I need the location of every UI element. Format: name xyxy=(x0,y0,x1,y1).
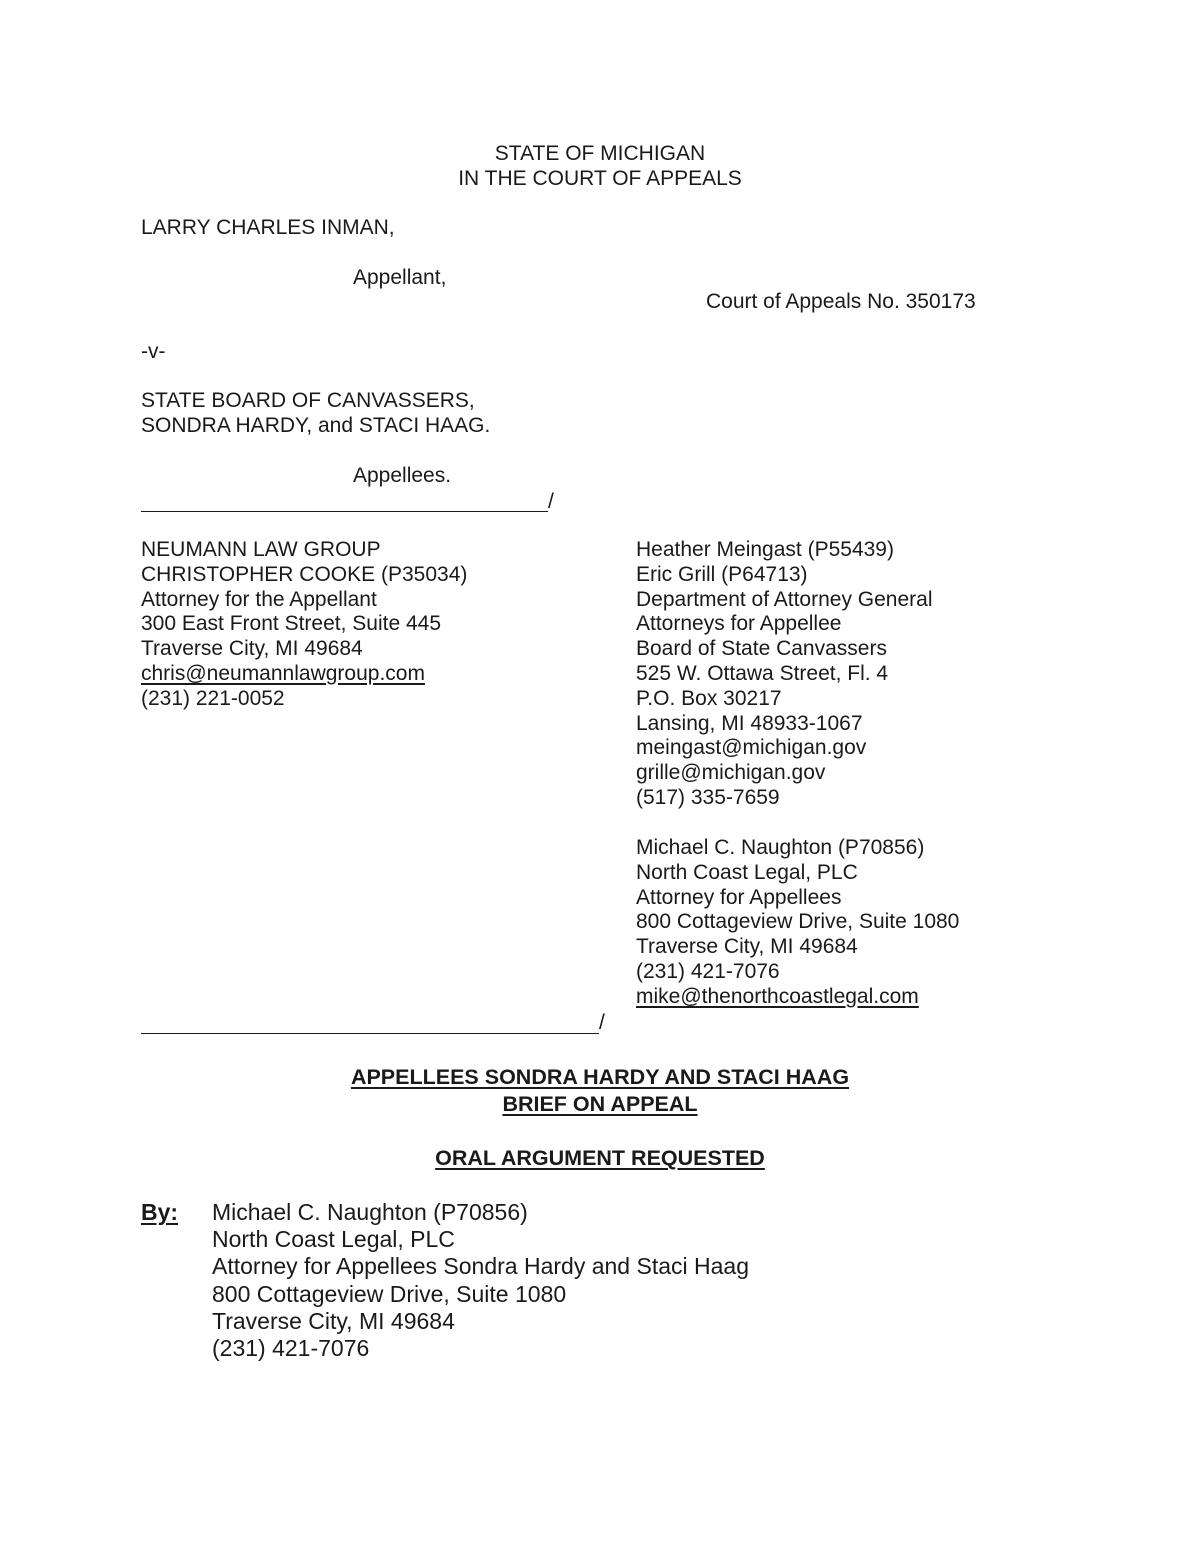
counsel-right-ncl-line: North Coast Legal, PLC xyxy=(636,860,858,884)
oral-argument-heading: ORAL ARGUMENT REQUESTED xyxy=(435,1146,765,1170)
counsel-left-line: Attorney for the Appellant xyxy=(141,587,377,611)
case-number: Court of Appeals No. 350173 xyxy=(706,290,976,313)
counsel-right-ag-line: Department of Attorney General xyxy=(636,587,933,611)
counsel-right-ag-line: P.O. Box 30217 xyxy=(636,686,782,710)
counsel-left-email-link[interactable]: chris@neumannlawgroup.com xyxy=(141,661,425,685)
appellees-line-1: STATE BOARD OF CANVASSERS, xyxy=(141,389,475,412)
counsel-right-ncl-line: Traverse City, MI 49684 xyxy=(636,935,858,959)
by-block xyxy=(212,1199,749,1362)
counsel-right-ag-line: Heather Meingast (P55439) xyxy=(636,538,894,561)
by-block-line: Michael C. Naughton (P70856) xyxy=(212,1199,528,1225)
by-block-line: Attorney for Appellees Sondra Hardy and Staci Haag xyxy=(212,1253,749,1280)
counsel-left-line: CHRISTOPHER COOKE (P35034) xyxy=(141,562,468,586)
counsel-left-line: Traverse City, MI 49684 xyxy=(141,637,363,661)
counsel-right-ag-email: meingast@michigan.gov xyxy=(636,736,867,760)
counsel-right-ncl-phone: (231) 421-7076 xyxy=(636,959,780,983)
counsel-right-ag-line: Eric Grill (P64713) xyxy=(636,562,808,586)
court-name: IN THE COURT OF APPEALS xyxy=(458,166,742,190)
by-block-line: Traverse City, MI 49684 xyxy=(212,1307,455,1334)
counsel-right-ag-line: Board of State Canvassers xyxy=(636,637,887,661)
counsel-right-ncl-line: 800 Cottageview Drive, Suite 1080 xyxy=(636,910,960,934)
counsel-right-ag-phone: (517) 335-7659 xyxy=(636,785,780,809)
counsel-left-line: NEUMANN LAW GROUP xyxy=(141,538,381,561)
counsel-left-phone: (231) 221-0052 xyxy=(141,686,285,710)
counsel-left xyxy=(141,538,467,712)
by-block-line: North Coast Legal, PLC xyxy=(212,1226,455,1253)
appellant-name: LARRY CHARLES INMAN, xyxy=(141,216,395,239)
counsel-right-ag-line: Attorneys for Appellee xyxy=(636,612,842,636)
counsel-right-ncl-email-link[interactable]: mike@thenorthcoastlegal.com xyxy=(636,984,919,1008)
counsel-rule-slash: / xyxy=(599,1011,605,1034)
counsel-right-ag xyxy=(636,538,933,811)
versus: -v- xyxy=(141,340,166,363)
by-label xyxy=(141,1199,178,1226)
court-header xyxy=(0,142,1200,192)
caption-rule xyxy=(141,511,548,512)
counsel-right-ag-line: Lansing, MI 48933-1067 xyxy=(636,711,863,735)
by-block-line: (231) 421-7076 xyxy=(212,1335,370,1362)
brief-title-line-2: BRIEF ON APPEAL xyxy=(502,1092,698,1116)
appellees-line-2: SONDRA HARDY, and STACI HAAG. xyxy=(141,413,491,437)
by-label-text: By: xyxy=(141,1199,179,1225)
by-block-line: 800 Cottageview Drive, Suite 1080 xyxy=(212,1280,567,1307)
brief-title-line-1: APPELLEES SONDRA HARDY AND STACI HAAG xyxy=(350,1065,850,1089)
counsel-right-ncl-line: Attorney for Appellees xyxy=(636,885,842,909)
appellees-names xyxy=(141,389,490,439)
counsel-rule xyxy=(141,1033,599,1034)
counsel-right-ncl xyxy=(636,836,959,1010)
appellant-role: Appellant, xyxy=(353,266,447,289)
counsel-right-ag-email: grille@michigan.gov xyxy=(636,761,826,785)
state-name: STATE OF MICHIGAN xyxy=(494,142,706,165)
counsel-right-ncl-line: Michael C. Naughton (P70856) xyxy=(636,836,925,859)
caption-rule-slash: / xyxy=(548,490,554,513)
appellees-role: Appellees. xyxy=(353,464,452,487)
counsel-right-ag-line: 525 W. Ottawa Street, Fl. 4 xyxy=(636,661,889,685)
counsel-left-line: 300 East Front Street, Suite 445 xyxy=(141,612,442,636)
brief-title xyxy=(0,1064,1200,1118)
